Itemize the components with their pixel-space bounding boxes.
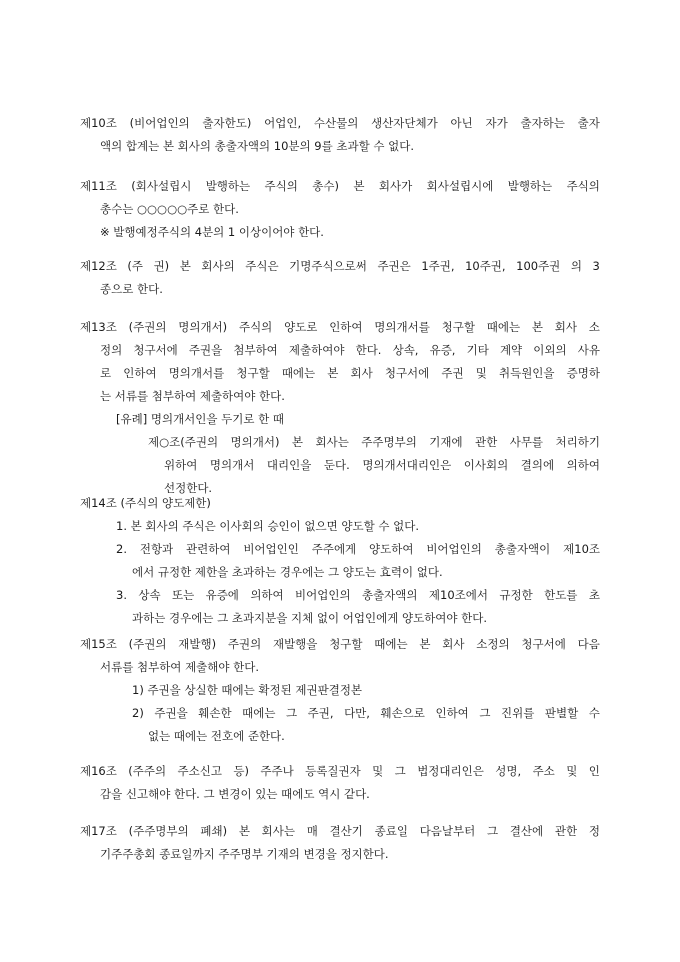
word: 주식의: [238, 320, 273, 334]
word: 주식의: [264, 179, 298, 193]
word: 총출자액의: [361, 588, 418, 602]
word: 청구서에: [133, 343, 178, 357]
word: 증명하: [566, 366, 600, 380]
word: 대리인을: [266, 458, 312, 472]
article-14-title: 제14조 (주식의 양도제한): [80, 496, 211, 510]
article-15-item-1: 1) 주권을 상실한 때에는 확정된 제권판결정본: [132, 683, 363, 697]
word: 3.: [116, 588, 127, 602]
word: 사유: [577, 343, 600, 357]
word: 주권을: [188, 343, 223, 357]
word: 주식은: [245, 259, 279, 273]
word: 3: [592, 259, 600, 273]
word: 회사: [554, 320, 577, 334]
word: 때에는: [281, 366, 316, 380]
article-15-item-2-line-2: 없는 때에는 전호에 준한다.: [148, 729, 285, 743]
word: 주식의: [566, 179, 600, 193]
article-14-item-2-line-1: [80, 538, 600, 561]
word: 폐쇄): [200, 824, 228, 838]
article-13-line-3: [80, 362, 600, 385]
article-11-note: ※ 발행예정주식의 4분의 1 이상이어야 한다.: [100, 225, 324, 239]
word: 계약: [499, 343, 523, 357]
word: 청구할: [441, 320, 475, 334]
article-12: [80, 255, 600, 301]
article-13-example-line-2: [80, 454, 600, 477]
word: 다음날부터: [419, 824, 476, 838]
word: 유증,: [429, 343, 456, 357]
word: 이사회의: [463, 458, 509, 472]
word: 출자: [577, 116, 600, 130]
word: 때에는: [486, 320, 521, 334]
word: 비어업인인: [243, 542, 299, 556]
word: 100주권: [516, 259, 561, 273]
word: 둔다.: [323, 458, 350, 472]
article-15-line-1: [80, 633, 600, 656]
word: 출자한도): [202, 116, 252, 130]
word: 본: [353, 179, 365, 193]
word: (주권의: [128, 320, 167, 334]
word: 주권은: [377, 259, 411, 273]
word: 의하여: [250, 588, 284, 602]
word: 수: [588, 706, 600, 720]
word: 주권을: [154, 706, 188, 720]
word: 제17조: [80, 824, 117, 838]
word: 규정한: [499, 588, 533, 602]
article-13-example-heading: [유례] 명의개서인을 두기로 한 때: [116, 412, 285, 426]
article-17-line-2: 기주주총회 종료일까지 주주명부 기재의 변경을 정지한다.: [100, 847, 389, 861]
word: 소정의: [476, 637, 510, 651]
word: 및: [566, 764, 578, 778]
article-11-line-1: [80, 175, 600, 198]
word: 권): [153, 259, 170, 273]
article-15-line-2: 서류를 첨부하여 제출해야 한다.: [100, 660, 260, 674]
word: 제13조: [80, 320, 117, 334]
word: 제10조: [563, 542, 600, 556]
word: 청구서에: [521, 637, 566, 651]
word: 재발행): [178, 637, 217, 651]
word: 청구서에: [384, 366, 430, 380]
word: 회사: [442, 637, 465, 651]
word: 총출자액이: [494, 542, 551, 556]
word: 제15조: [80, 637, 117, 651]
word: 비어업인의: [426, 542, 482, 556]
article-17: [80, 820, 600, 866]
article-12-line-2: 종으로 한다.: [100, 282, 163, 296]
word: 사무를: [509, 435, 544, 449]
article-17-line-1: [80, 820, 600, 843]
word: 본: [238, 824, 250, 838]
word: 명의개서: [209, 458, 255, 472]
word: (비어업인의: [129, 116, 190, 130]
word: 한도를: [544, 588, 578, 602]
word: 상속: [138, 588, 161, 602]
word: 때에는: [374, 637, 408, 651]
word: 본: [179, 259, 191, 273]
article-13-line-1: [80, 316, 600, 339]
word: 출자하는: [520, 116, 565, 130]
word: 관한: [554, 824, 578, 838]
word: 2): [132, 706, 144, 720]
word: 아닌: [450, 116, 473, 130]
word: 본: [531, 320, 543, 334]
word: 명의개서를: [168, 366, 225, 380]
article-11: [80, 175, 600, 244]
article-15: [80, 633, 600, 748]
word: 2.: [116, 542, 127, 556]
word: 수산물의: [313, 116, 359, 130]
article-14: [80, 492, 600, 630]
word: 1주권,: [421, 259, 455, 273]
article-12-line-1: [80, 255, 600, 278]
article-13-example-line-3: 선정한다.: [164, 481, 213, 495]
word: 법정대리인은: [417, 764, 484, 778]
word: 취득원인을: [498, 366, 555, 380]
word: 첨부하여: [233, 343, 278, 357]
word: 그: [479, 706, 491, 720]
word: 주주나: [260, 764, 294, 778]
article-13-line-2: [80, 339, 600, 362]
word: 주주명부의: [361, 435, 417, 449]
word: 결산기: [329, 824, 363, 838]
word: 명의개서를: [374, 320, 430, 334]
article-14-item-3-line-2: 과하는 경우에는 그 초과지분을 지체 없이 어업인에게 양도하여야 한다.: [132, 611, 488, 625]
word: 초: [588, 588, 600, 602]
article-11-line-2: 총수는 ○○○○○주로 한다.: [100, 202, 239, 216]
word: 회사: [350, 366, 373, 380]
word: 제출하여야: [288, 343, 345, 357]
word: 한다.: [355, 343, 382, 357]
word: 위하여: [164, 458, 198, 472]
word: 자가: [485, 116, 508, 130]
word: 총수): [312, 179, 339, 193]
word: 발행하는: [507, 179, 553, 193]
word: 판별할: [544, 706, 579, 720]
word: 인: [588, 764, 600, 778]
word: 정: [588, 824, 600, 838]
article-16-line-1: [80, 760, 600, 783]
word: 명의개서): [230, 435, 280, 449]
word: 명의개서대리인은: [362, 458, 452, 472]
word: 다음: [577, 637, 600, 651]
article-16-line-2: 감을 신고해야 한다. 그 변경이 있는 때에도 역시 같다.: [100, 787, 370, 801]
word: 훼손한: [198, 706, 232, 720]
word: 기재에: [429, 435, 463, 449]
article-15-item-2-line-1: [80, 702, 600, 725]
word: 기타: [466, 343, 489, 357]
word: (회사설립시: [131, 179, 192, 193]
word: 기명주식으로써: [289, 259, 367, 273]
word: 이외의: [533, 343, 567, 357]
word: 회사설립시에: [426, 179, 494, 193]
word: 양도하여: [369, 542, 414, 556]
word: 발행하는: [205, 179, 251, 193]
word: 매: [306, 824, 318, 838]
word: 청구할: [329, 637, 363, 651]
article-16: [80, 760, 600, 806]
article-10-line-1: [80, 112, 600, 135]
word: (주권의: [128, 637, 167, 651]
word: (주주명부의: [128, 824, 189, 838]
word: 제11조: [80, 179, 117, 193]
word: 관한: [475, 435, 498, 449]
word: 유증에: [205, 588, 239, 602]
word: 때에는: [242, 706, 276, 720]
word: 진위를: [501, 706, 535, 720]
word: 본: [419, 637, 431, 651]
word: 제10조: [80, 116, 117, 130]
article-10: [80, 112, 600, 158]
word: 및: [475, 366, 487, 380]
word: 그: [486, 824, 499, 838]
word: 정의: [100, 343, 123, 357]
word: 제10조에서: [428, 588, 488, 602]
word: 제16조: [80, 764, 117, 778]
word: 어업인,: [264, 116, 302, 130]
word: 종료일: [374, 824, 408, 838]
word: 상속,: [392, 343, 419, 357]
word: 그: [285, 706, 298, 720]
article-13-example-line-1: [80, 431, 600, 454]
word: 생산자단체가: [371, 116, 438, 130]
word: 및: [372, 764, 384, 778]
word: 소: [588, 320, 600, 334]
word: 로: [100, 366, 112, 380]
word: (주: [127, 259, 144, 273]
article-14-item-1: 1. 본 회사의 주식은 이사회의 승인이 없으면 양도할 수 없다.: [116, 519, 420, 533]
word: 전항과: [139, 542, 174, 556]
word: 주주에게: [311, 542, 357, 556]
word: 주권,: [307, 706, 334, 720]
word: 인하여: [435, 706, 469, 720]
word: 재발행을: [272, 637, 318, 651]
word: 관련하여: [186, 542, 231, 556]
word: 주소: [532, 764, 555, 778]
article-14-item-3-line-1: [80, 584, 600, 607]
word: 명의개서): [178, 320, 228, 334]
word: 본: [291, 435, 304, 449]
word: 제12조: [80, 259, 117, 273]
word: 결산에: [509, 824, 544, 838]
article-14-item-2-line-2: 에서 규정한 제한을 초과하는 경우에는 그 양도는 효력이 없다.: [132, 565, 443, 579]
word: 회사는: [315, 435, 349, 449]
word: 결의에: [520, 458, 555, 472]
word: 성명,: [495, 764, 522, 778]
word: 10주권,: [465, 259, 506, 273]
word: 회사가: [378, 179, 413, 193]
word: 제○조(주권의: [148, 435, 219, 449]
word: 회사의: [201, 259, 235, 273]
word: 비어업인의: [295, 588, 351, 602]
word: 그: [394, 764, 406, 778]
article-13: [80, 316, 600, 500]
word: 또는: [171, 588, 195, 602]
word: 훼손으로: [380, 706, 425, 720]
word: 의: [570, 259, 582, 273]
word: 의하여: [566, 458, 600, 472]
word: 본: [327, 366, 339, 380]
article-10-line-2: 액의 합계는 본 회사의 총출자액의 10분의 9를 초과할 수 없다.: [100, 139, 415, 153]
word: 주권: [441, 366, 464, 380]
word: 처리하기: [555, 435, 600, 449]
word: 청구할: [236, 366, 270, 380]
word: 인하여: [329, 320, 363, 334]
word: 주권의: [227, 637, 262, 651]
word: 등): [233, 764, 249, 778]
word: (주주의: [128, 764, 167, 778]
word: 양도로: [284, 320, 318, 334]
word: 주소신고: [177, 764, 222, 778]
word: 다만,: [344, 706, 370, 720]
word: 회사는: [261, 824, 295, 838]
word: 인하여: [123, 366, 157, 380]
article-13-line-4: 는 서류를 첨부하여 제출하여야 한다.: [100, 389, 285, 403]
word: 등록질권자: [305, 764, 361, 778]
